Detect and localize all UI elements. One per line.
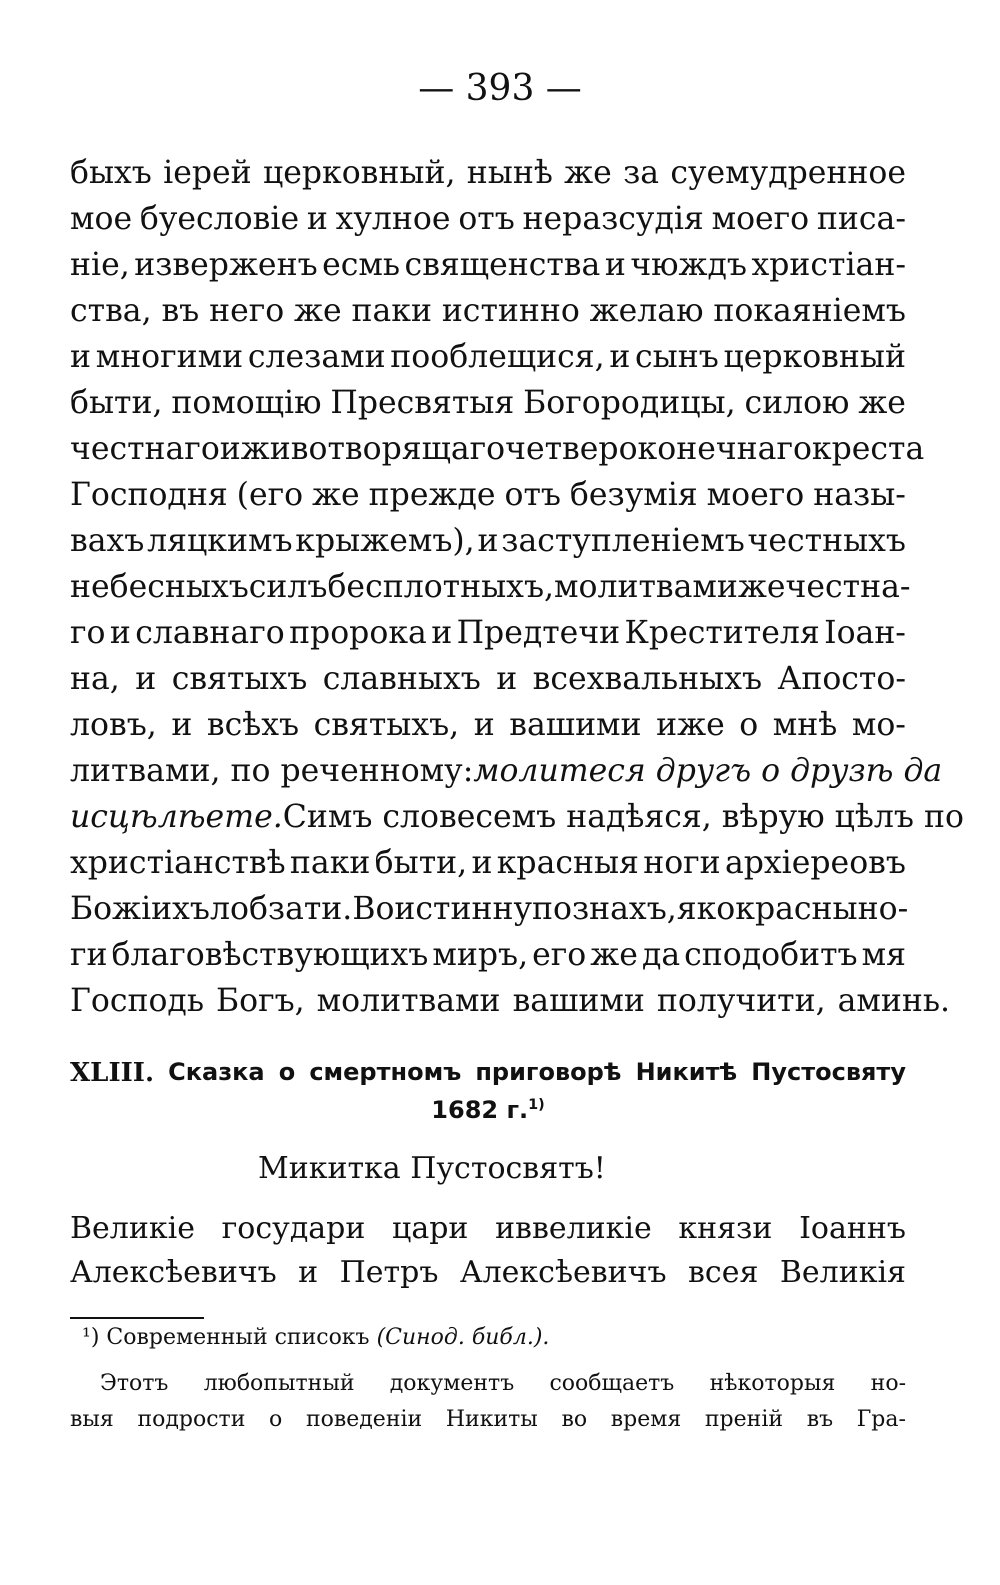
body-line bbox=[70, 748, 943, 794]
word: пророка bbox=[289, 615, 427, 651]
footnote bbox=[82, 1322, 918, 1354]
heading-year: 1682 г. bbox=[431, 1096, 529, 1124]
word: желаю bbox=[589, 293, 704, 329]
word: священства bbox=[404, 247, 601, 283]
word: истинно bbox=[441, 293, 580, 329]
word: всѣхъ bbox=[206, 707, 300, 743]
word: познахъ, bbox=[532, 891, 677, 927]
word: животворящаго bbox=[240, 431, 506, 467]
word: ства, bbox=[70, 293, 152, 329]
word: пооблещися, bbox=[390, 339, 605, 375]
word: бесплотныхъ, bbox=[327, 569, 554, 605]
word: и bbox=[609, 339, 631, 375]
word: Великiе bbox=[70, 1211, 195, 1246]
body-line bbox=[70, 288, 906, 334]
word: молитвами bbox=[316, 983, 501, 1019]
word: мое bbox=[70, 201, 133, 237]
footnote-ref: 1) bbox=[528, 1097, 545, 1113]
word: Алексѣевичъ bbox=[70, 1255, 277, 1290]
word: миръ, bbox=[432, 937, 529, 973]
word: небесныхъ bbox=[70, 569, 249, 605]
word: Iоан- bbox=[824, 615, 906, 651]
word: нiе, bbox=[70, 247, 130, 283]
word: славнаго bbox=[135, 615, 285, 651]
word: четвероконечнаго bbox=[505, 431, 812, 467]
word: (его bbox=[236, 477, 304, 513]
heading-word: Никитѣ bbox=[635, 1058, 738, 1086]
word: въ bbox=[161, 293, 200, 329]
body-line bbox=[70, 794, 964, 840]
scripture-quote: молитеся другъ о друзѣ да bbox=[473, 753, 943, 789]
body-line bbox=[70, 610, 906, 656]
word: и bbox=[477, 523, 499, 559]
word: ляцкимъ bbox=[147, 523, 293, 559]
word: но- bbox=[870, 1371, 906, 1396]
body-line bbox=[70, 150, 906, 196]
word: покаянiемъ bbox=[713, 293, 906, 329]
word: отъ bbox=[458, 201, 515, 237]
footnote-text: Современный списокъ bbox=[106, 1325, 370, 1350]
word: Никиты bbox=[445, 1407, 538, 1432]
word: Апосто- bbox=[777, 661, 906, 697]
word: во bbox=[561, 1407, 588, 1432]
body-line bbox=[70, 978, 951, 1024]
word: прежде bbox=[368, 477, 496, 513]
word: въ bbox=[806, 1407, 834, 1432]
word: и bbox=[298, 1255, 319, 1290]
word: и bbox=[219, 431, 241, 467]
word: го bbox=[70, 615, 106, 651]
word: святыхъ, bbox=[313, 707, 460, 743]
word: честна- bbox=[785, 569, 911, 605]
word: вашими bbox=[509, 707, 642, 743]
word: быти, bbox=[374, 845, 468, 881]
word: же bbox=[737, 569, 786, 605]
word: ги bbox=[70, 937, 108, 973]
section-heading bbox=[70, 1058, 906, 1088]
word: писа- bbox=[816, 201, 906, 237]
word: выя bbox=[70, 1407, 114, 1432]
word: и bbox=[431, 615, 453, 651]
word: и bbox=[70, 339, 91, 375]
decree-line bbox=[70, 1208, 906, 1250]
word: благовѣствующихъ bbox=[111, 937, 429, 973]
word: Господь bbox=[70, 983, 204, 1019]
word: отъ bbox=[504, 477, 561, 513]
word: суемудренное bbox=[670, 155, 906, 191]
word: буесловiе bbox=[139, 201, 300, 237]
word: изверженъ bbox=[134, 247, 318, 283]
body-line bbox=[70, 932, 906, 978]
heading-word: о bbox=[278, 1058, 296, 1086]
word: Богородицы, bbox=[523, 385, 736, 421]
word: паки bbox=[351, 293, 432, 329]
note-line bbox=[100, 1368, 906, 1400]
word: иввеликiе bbox=[495, 1211, 652, 1246]
word: нынѣ bbox=[466, 155, 553, 191]
word: сподобитъ bbox=[684, 937, 858, 973]
body-line bbox=[70, 426, 925, 472]
word: Крестителя bbox=[624, 615, 820, 651]
word: лобзати. bbox=[209, 891, 353, 927]
word: чюждъ bbox=[630, 247, 747, 283]
word: и bbox=[306, 201, 328, 237]
word: и bbox=[135, 661, 157, 697]
word: моего bbox=[706, 477, 805, 513]
word: помощiю bbox=[171, 385, 322, 421]
word: неразсудiя bbox=[522, 201, 704, 237]
word: время bbox=[610, 1407, 682, 1432]
word: слезами bbox=[247, 339, 386, 375]
word: же bbox=[858, 385, 906, 421]
word: мнѣ bbox=[772, 707, 838, 743]
word: мя bbox=[861, 937, 906, 973]
word: многими bbox=[95, 339, 244, 375]
word: любопытный bbox=[203, 1371, 355, 1396]
word: безумiя bbox=[569, 477, 698, 513]
body-text-plain: Симъ словесемъ надѣяся, вѣрую цѣлъ по bbox=[282, 799, 964, 835]
word: Богъ, bbox=[215, 983, 305, 1019]
word: и bbox=[604, 247, 626, 283]
word: о bbox=[739, 707, 759, 743]
body-line bbox=[70, 472, 906, 518]
word: всея bbox=[688, 1255, 759, 1290]
scripture-quote: исцѣлѣете. bbox=[70, 799, 283, 835]
word: быти, bbox=[70, 385, 163, 421]
footnote-source: (Синод. библ.). bbox=[376, 1325, 550, 1350]
word: Господня bbox=[70, 477, 228, 513]
word: Великiя bbox=[779, 1255, 906, 1290]
word: Этотъ bbox=[100, 1371, 169, 1396]
body-line bbox=[70, 656, 906, 702]
word: красныя bbox=[496, 845, 639, 881]
footnote-divider bbox=[70, 1317, 204, 1319]
word: и bbox=[471, 845, 493, 881]
word: христiан- bbox=[751, 247, 906, 283]
word: христiанствѣ bbox=[70, 845, 286, 881]
heading-word: Пустосвяту bbox=[751, 1058, 906, 1086]
word: вахъ bbox=[70, 523, 145, 559]
word: нѣкоторыя bbox=[709, 1371, 836, 1396]
word: быхъ bbox=[70, 155, 152, 191]
word: Iоаннъ bbox=[799, 1211, 906, 1246]
body-line bbox=[70, 518, 906, 564]
word: церковный, bbox=[262, 155, 456, 191]
word: молитвами bbox=[554, 569, 738, 605]
heading-word: смертномъ bbox=[309, 1058, 462, 1086]
word: да bbox=[641, 937, 681, 973]
word: и bbox=[171, 707, 193, 743]
body-line bbox=[70, 196, 906, 242]
word: хулное bbox=[335, 201, 451, 237]
word: силъ bbox=[248, 569, 328, 605]
word: церковный bbox=[723, 339, 906, 375]
word: Пресвятыя bbox=[330, 385, 515, 421]
note-line bbox=[70, 1404, 906, 1436]
word: iерей bbox=[163, 155, 252, 191]
word: Предтечи bbox=[456, 615, 621, 651]
body-line bbox=[70, 840, 906, 886]
word: вашими bbox=[512, 983, 645, 1019]
word: назы- bbox=[813, 477, 906, 513]
body-line bbox=[70, 334, 906, 380]
body-line bbox=[70, 702, 906, 748]
word: всехвальныхъ bbox=[532, 661, 763, 697]
word: яко bbox=[676, 891, 736, 927]
word: пренiй bbox=[704, 1407, 784, 1432]
word: и bbox=[473, 707, 495, 743]
address-line: Микитка Пустосвятъ! bbox=[258, 1151, 606, 1186]
word: за bbox=[623, 155, 660, 191]
word: креста bbox=[811, 431, 925, 467]
word: паки bbox=[289, 845, 371, 881]
word: архiереовъ bbox=[724, 845, 906, 881]
word: заступленiемъ bbox=[501, 523, 745, 559]
word: мо- bbox=[851, 707, 906, 743]
body-line bbox=[70, 242, 906, 288]
body-line bbox=[70, 886, 909, 932]
word: документъ bbox=[389, 1371, 515, 1396]
word: силою bbox=[744, 385, 850, 421]
word: же bbox=[312, 477, 360, 513]
footnote-marker: ¹) bbox=[82, 1325, 100, 1350]
page-number: — 393 — bbox=[418, 68, 582, 109]
word: сообщаетъ bbox=[549, 1371, 675, 1396]
word: аминь. bbox=[837, 983, 951, 1019]
word: иже bbox=[656, 707, 725, 743]
word: поведенiи bbox=[305, 1407, 423, 1432]
word: есмь bbox=[322, 247, 401, 283]
word: честныхъ bbox=[747, 523, 906, 559]
word: получити, bbox=[656, 983, 826, 1019]
heading-word: приговорѣ bbox=[475, 1058, 622, 1086]
word: честнаго bbox=[70, 431, 220, 467]
word: и bbox=[496, 661, 518, 697]
word: же bbox=[564, 155, 612, 191]
word: Воистинну bbox=[352, 891, 533, 927]
body-line bbox=[70, 564, 911, 610]
word: Петръ bbox=[339, 1255, 439, 1290]
word: подрости bbox=[137, 1407, 246, 1432]
word: Алексѣевичъ bbox=[459, 1255, 667, 1290]
word: Божiихъ bbox=[70, 891, 210, 927]
decree-line bbox=[70, 1252, 906, 1294]
word: крыжемъ), bbox=[295, 523, 475, 559]
word: Гра- bbox=[856, 1407, 906, 1432]
word: но- bbox=[857, 891, 909, 927]
word: и bbox=[109, 615, 131, 651]
body-line bbox=[70, 380, 906, 426]
word: его bbox=[532, 937, 587, 973]
word: него bbox=[209, 293, 285, 329]
section-heading-year bbox=[70, 1096, 906, 1124]
body-text-plain: литвами, по реченному: bbox=[70, 753, 474, 789]
word: святыхъ bbox=[171, 661, 308, 697]
word: же bbox=[590, 937, 638, 973]
word: ловъ, bbox=[70, 707, 157, 743]
word: моего bbox=[711, 201, 810, 237]
heading-word: Сказка bbox=[168, 1058, 265, 1086]
section-number: XLIII. bbox=[70, 1058, 154, 1088]
word: на, bbox=[70, 661, 120, 697]
word: красны bbox=[735, 891, 858, 927]
word: цари bbox=[392, 1211, 469, 1246]
word: князи bbox=[678, 1211, 773, 1246]
word: о bbox=[269, 1407, 283, 1432]
word: государи bbox=[221, 1211, 366, 1246]
word: ноги bbox=[643, 845, 721, 881]
word: сынъ bbox=[635, 339, 719, 375]
word: славныхъ bbox=[322, 661, 481, 697]
word: же bbox=[294, 293, 342, 329]
